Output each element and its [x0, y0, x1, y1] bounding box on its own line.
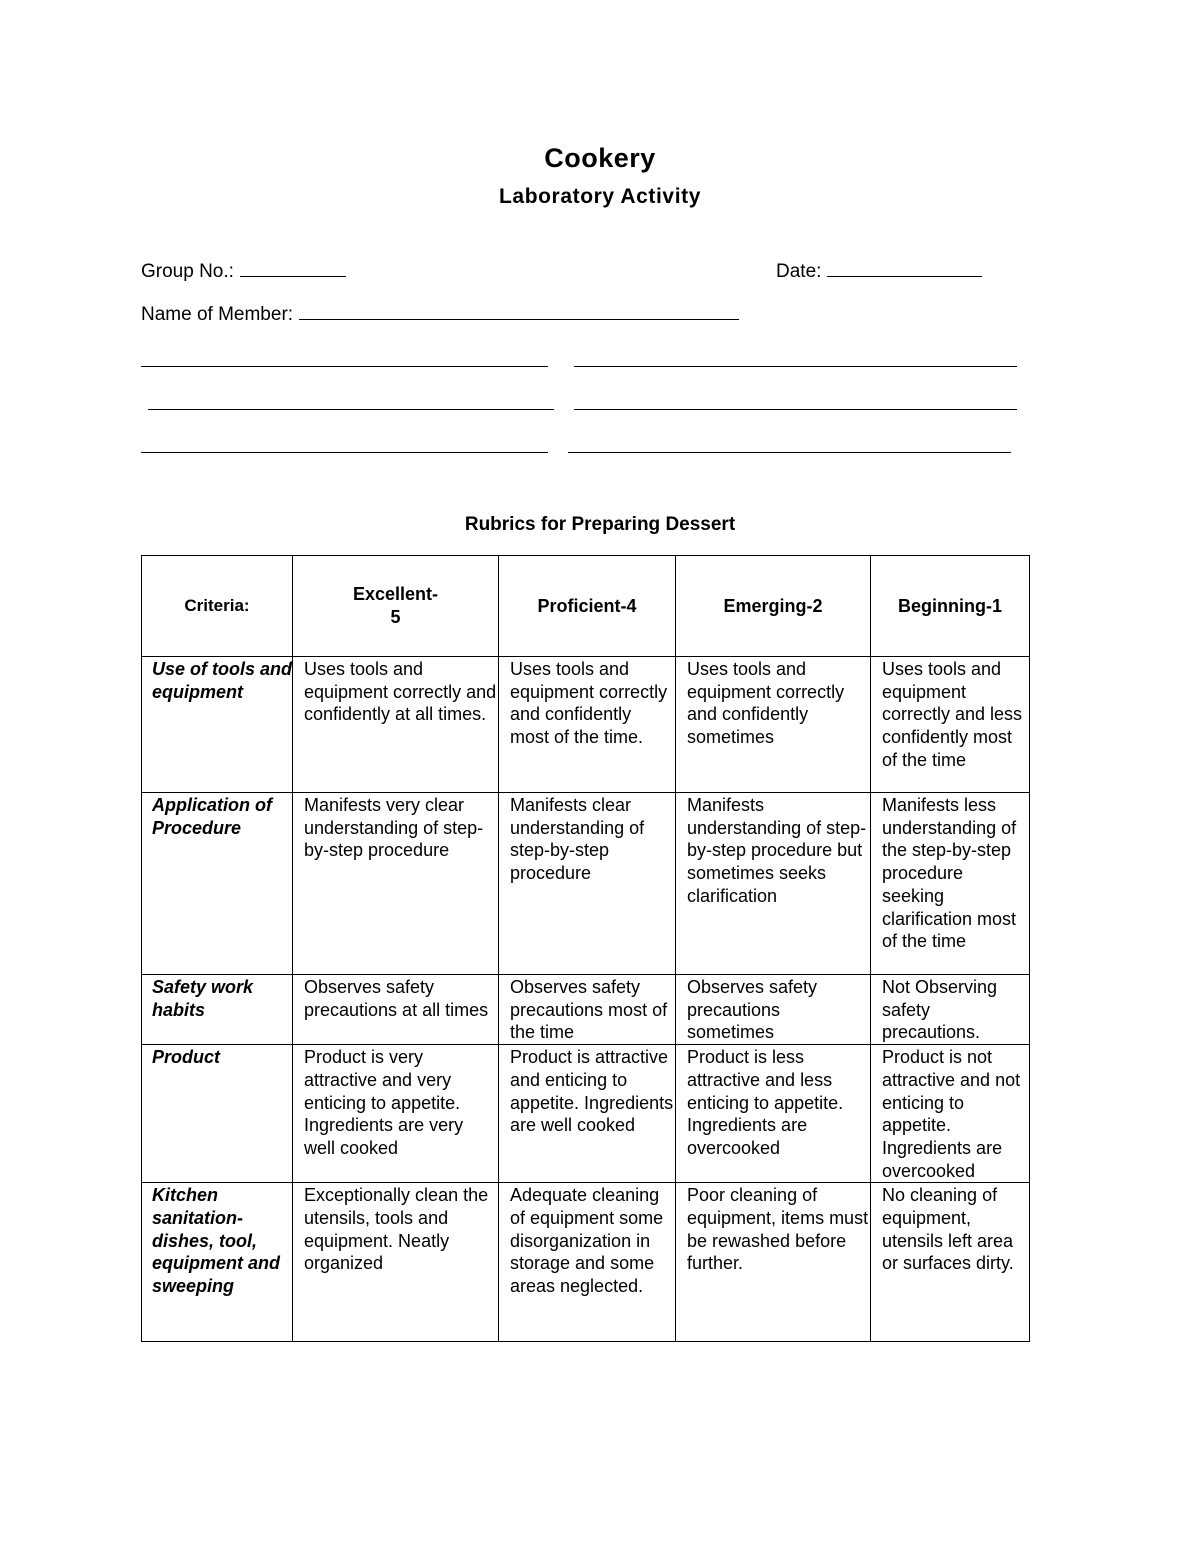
- rubric-title: Rubrics for Preparing Dessert: [464, 514, 736, 535]
- rating-cell: Adequate cleaning of equipment some disorganization in storage and some areas neglected.: [499, 1183, 676, 1342]
- rating-cell: Product is very attractive and very enticing to appetite. Ingredients are very well cooked: [293, 1045, 499, 1183]
- member-name-label: Name of Member:: [141, 304, 294, 325]
- column-header-excellent: [293, 556, 499, 657]
- table-row: [142, 657, 1030, 793]
- table-row: [142, 793, 1030, 975]
- column-header-excellent-label: Excellent- 5: [352, 584, 439, 627]
- page-subtitle: Laboratory Activity: [499, 185, 701, 208]
- column-header-beginning: Beginning-1: [871, 556, 1030, 657]
- group-number-label: Group No.:: [141, 261, 234, 282]
- rating-cell: No cleaning of equipment, utensils left area or surfaces dirty.: [871, 1183, 1030, 1342]
- rating-cell: Manifests understanding of step-by-step procedure but sometimes seeks clarification: [676, 793, 871, 975]
- rating-cell: Manifests very clear understanding of step-by-step procedure: [293, 793, 499, 975]
- rating-cell: Not Observing safety precautions.: [871, 975, 1030, 1045]
- date-label: Date:: [776, 261, 822, 282]
- criterion-cell: Kitchen sanitation- dishes, tool, equipment and sweeping: [142, 1183, 293, 1342]
- member-line-2a: [148, 409, 554, 410]
- rating-cell: Uses tools and equipment correctly and less confidently most of the time: [871, 657, 1030, 793]
- rating-cell: Observes safety precautions sometimes: [676, 975, 871, 1045]
- rating-cell: Observes safety precautions most of the time: [499, 975, 676, 1045]
- group-number-blank: [240, 260, 346, 277]
- rating-cell: Product is not attractive and not enticing to appetite. Ingredients are overcooked: [871, 1045, 1030, 1183]
- criterion-cell: Safety work habits: [142, 975, 293, 1045]
- criterion-cell: Use of tools and equipment: [142, 657, 293, 793]
- table-row: [142, 975, 1030, 1045]
- member-line-1a: [141, 366, 548, 367]
- member-name-field: [141, 303, 739, 326]
- rating-cell: Uses tools and equipment correctly and confidently sometimes: [676, 657, 871, 793]
- member-line-3a: [141, 452, 548, 453]
- rating-cell: Uses tools and equipment correctly and confidently at all times.: [293, 657, 499, 793]
- rating-cell: Poor cleaning of equipment, items must be rewashed before further.: [676, 1183, 871, 1342]
- member-name-blank: [299, 303, 739, 320]
- date-blank: [827, 260, 982, 277]
- rating-cell: Uses tools and equipment correctly and confidently most of the time.: [499, 657, 676, 793]
- member-line-1b: [574, 366, 1017, 367]
- rubric-header-row: [142, 556, 1030, 657]
- column-header-criteria: Criteria:: [142, 556, 293, 657]
- rating-cell: Observes safety precautions at all times: [293, 975, 499, 1045]
- group-number-field: [141, 260, 346, 283]
- date-field: [776, 260, 982, 283]
- table-row: [142, 1045, 1030, 1183]
- rating-cell: Exceptionally clean the utensils, tools and equipment. Neatly organized: [293, 1183, 499, 1342]
- member-line-2b: [574, 409, 1017, 410]
- criterion-cell: Application of Procedure: [142, 793, 293, 975]
- criterion-cell: Product: [142, 1045, 293, 1183]
- rating-cell: Manifests less understanding of the step-by-step procedure seeking clarification most of the time: [871, 793, 1030, 975]
- column-header-proficient: Proficient-4: [499, 556, 676, 657]
- table-row: [142, 1183, 1030, 1342]
- rating-cell: Product is attractive and enticing to appetite. Ingredients are well cooked: [499, 1045, 676, 1183]
- rating-cell: Manifests clear understanding of step-by-step procedure: [499, 793, 676, 975]
- member-line-3b: [568, 452, 1011, 453]
- rating-cell: Product is less attractive and less enticing to appetite. Ingredients are overcooked: [676, 1045, 871, 1183]
- rubric-table: [141, 555, 1030, 1342]
- column-header-emerging: Emerging-2: [676, 556, 871, 657]
- page-title: Cookery: [544, 143, 656, 173]
